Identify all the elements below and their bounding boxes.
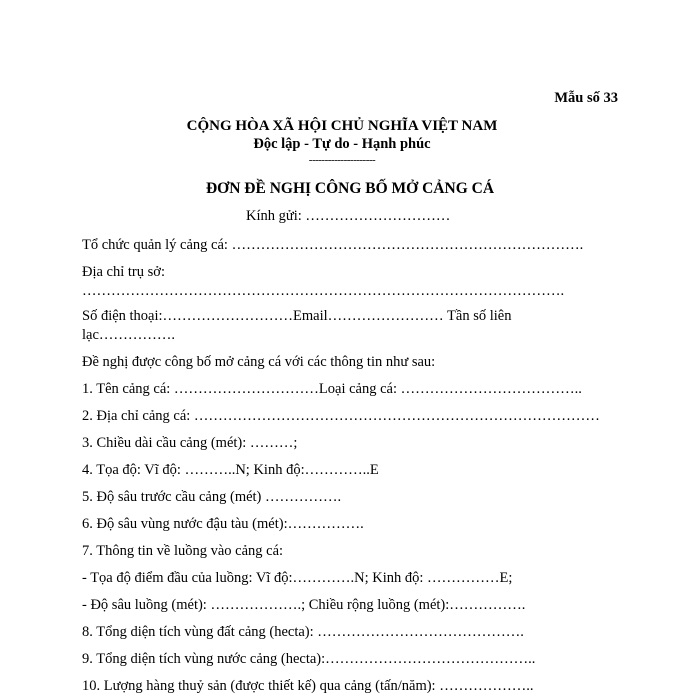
- item-port-address: 2. Địa chỉ cảng cá: …………………………………………………………………………: [82, 408, 600, 424]
- field-management-org: Tổ chức quản lý cảng cá: ……………………………………………………………….: [82, 237, 584, 253]
- request-intro: Đề nghị được công bố mở cảng cá với các thông tin như sau:: [82, 354, 436, 370]
- country-name: CỘNG HÒA XÃ HỘI CHỦ NGHĨA VIỆT NAM: [186, 118, 498, 134]
- national-motto: Độc lập - Tự do - Hạnh phúc: [253, 136, 431, 152]
- item-channel-info: 7. Thông tin về luồng vào cảng cá:: [82, 543, 284, 559]
- item-channel-depth-width: - Độ sâu luồng (mét): ……………….; Chiều rộng luồng (mét):…………….: [82, 597, 526, 613]
- item-anchorage-depth: 6. Độ sâu vùng nước đậu tàu (mét):…………….: [82, 516, 364, 532]
- form-number: Mẫu số 33: [554, 90, 618, 106]
- field-office-address-dots: ……………………………………………………………………………………….: [82, 283, 565, 299]
- field-phone-email: Số điện thoại:………………………Email…………………… Tần số liên: [82, 308, 512, 324]
- field-contact-frequency: lạc…………….: [82, 327, 176, 343]
- document-title: ĐƠN ĐỀ NGHỊ CÔNG BỐ MỞ CẢNG CÁ: [205, 180, 495, 197]
- item-wharf-depth: 5. Độ sâu trước cầu cảng (mét) …………….: [82, 489, 342, 505]
- greeting-line: Kính gửi: …………………………: [246, 208, 451, 224]
- item-cargo-throughput: 10. Lượng hàng thuỷ sản (được thiết kế) qua cảng (tấn/năm): ………………..: [82, 678, 534, 694]
- item-channel-start-coords: - Tọa độ điểm đầu của luồng: Vĩ độ:………….N; Kinh độ: ……………E;: [82, 570, 513, 586]
- motto-underline: ---------------------: [308, 154, 376, 166]
- field-office-address-label: Địa chỉ trụ sở:: [82, 264, 165, 280]
- item-water-area: 9. Tổng diện tích vùng nước cảng (hecta):……………………………………..: [82, 651, 536, 667]
- item-land-area: 8. Tổng diện tích vùng đất cảng (hecta): …………………………………….: [82, 624, 524, 640]
- item-coordinates: 4. Tọa độ: Vĩ độ: ………..N; Kinh độ:…………..E: [82, 462, 379, 478]
- item-port-name-type: 1. Tên cảng cá: …………………………Loại cảng cá: ………………………………..: [82, 381, 582, 397]
- item-wharf-length: 3. Chiều dài cầu cảng (mét): ………;: [82, 435, 298, 451]
